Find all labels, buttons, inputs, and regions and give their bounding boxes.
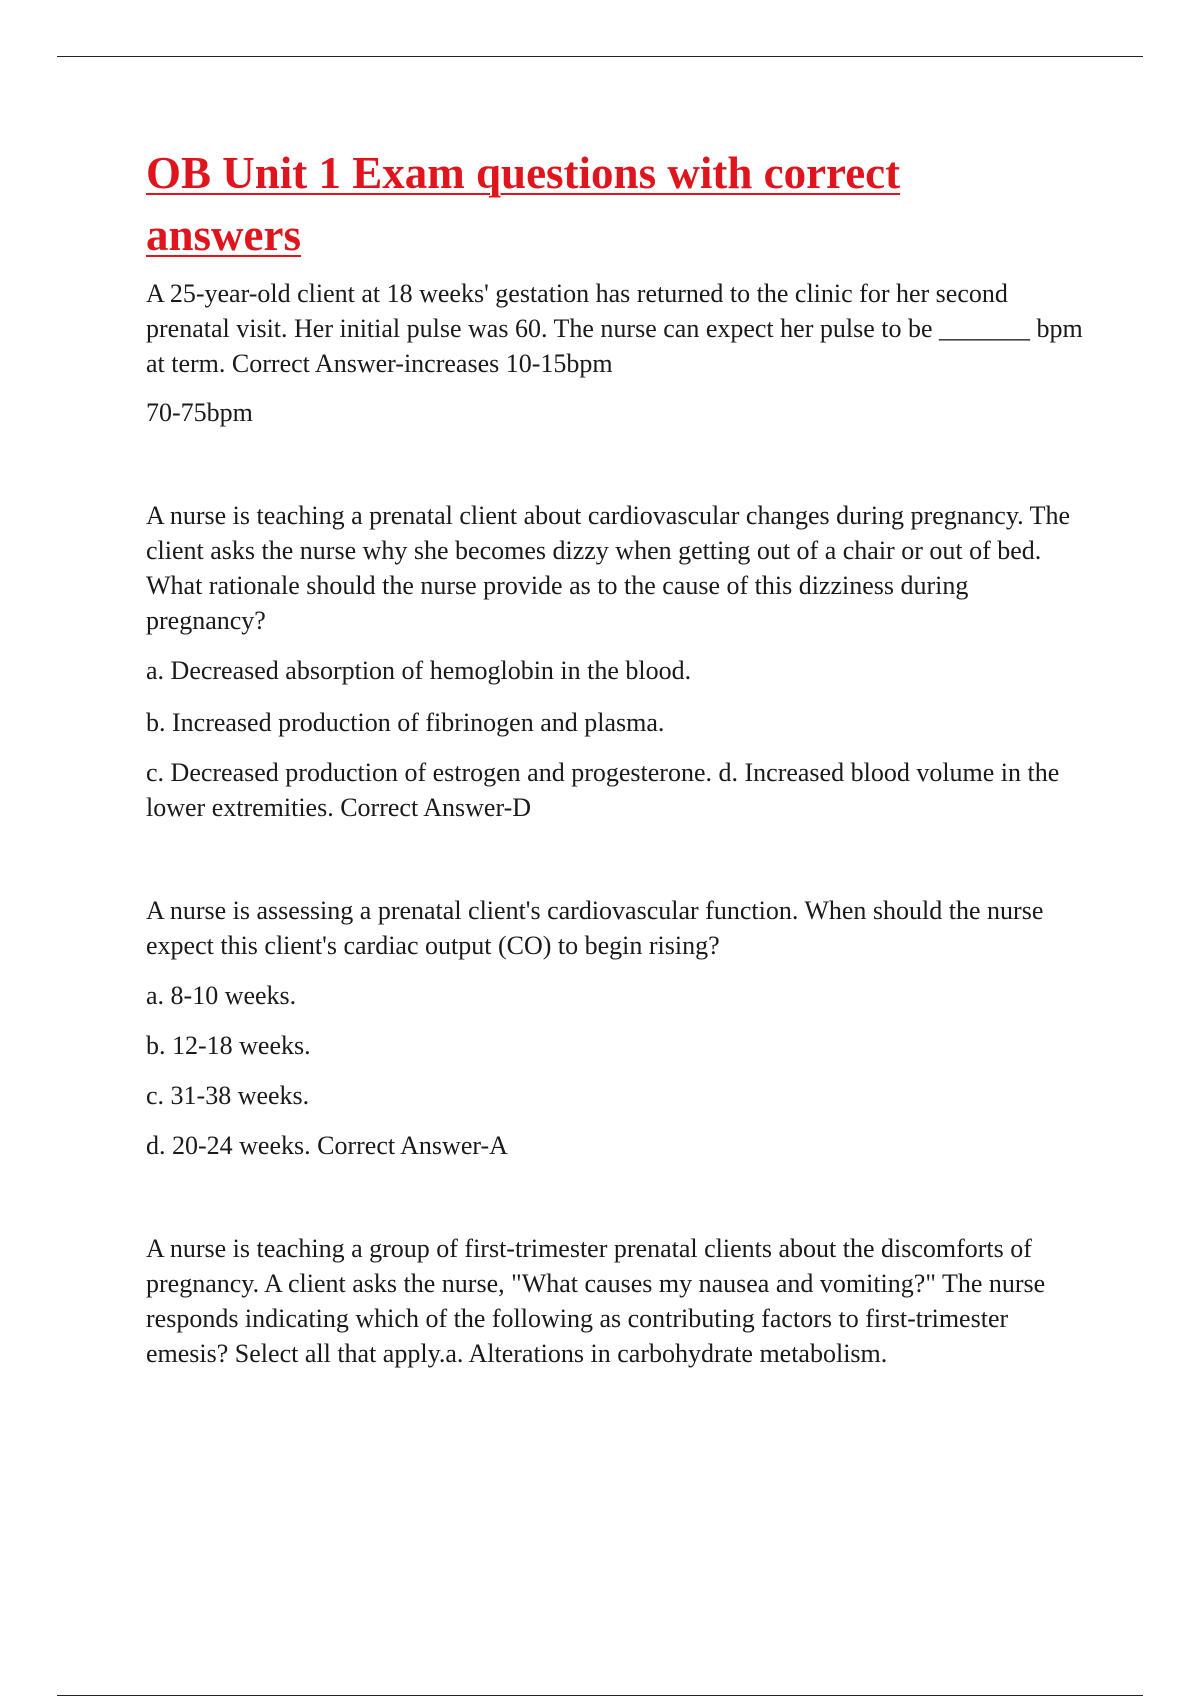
document-body	[146, 142, 1091, 1371]
question-1-stem: A 25-year-old client at 18 weeks' gestation has returned to the clinic for her second prenatal visit. Her initial pulse was 60. The nurse can expect her pulse to be _______ bpm at term. Correct Answer-increases 10-15bpm	[146, 279, 1083, 378]
question-3	[146, 893, 1091, 1163]
question-2-option-c: c. Decreased production of estrogen and progesterone. d. Increased blood volume in the lower extremities. Correct Answer-D	[146, 758, 1060, 822]
question-1-extra: 70-75bpm	[146, 398, 253, 427]
question-2-option-b: b. Increased production of fibrinogen and plasma.	[146, 708, 665, 737]
document-title: OB Unit 1 Exam questions with correct answers	[146, 148, 901, 260]
question-3-option-c: c. 31-38 weeks.	[146, 1081, 310, 1110]
question-2-stem: A nurse is teaching a prenatal client about cardiovascular changes during pregnancy. The client asks the nurse why she becomes dizzy when getting out of a chair or out of bed. What rationale should the nurse provide as to the cause of this dizziness during pregnancy?	[146, 501, 1071, 635]
question-3-option-a: a. 8-10 weeks.	[146, 981, 297, 1010]
question-1	[146, 276, 1091, 430]
question-4-stem: A nurse is teaching a group of first-trimester prenatal clients about the discomforts of pregnancy. A client asks the nurse, "What causes my nausea and vomiting?" The nurse responds indicating which of the following as contributing factors to first-trimester emesis? Select all that apply.a. Alterations in carbohydrate metabolism.	[146, 1234, 1046, 1368]
question-3-option-b: b. 12-18 weeks.	[146, 1031, 311, 1060]
header-rule	[57, 56, 1143, 57]
question-3-stem: A nurse is assessing a prenatal client's cardiovascular function. When should the nurse expect this client's cardiac output (CO) to begin rising?	[146, 896, 1044, 960]
question-2	[146, 498, 1091, 825]
question-2-option-a: a. Decreased absorption of hemoglobin in the blood.	[146, 656, 692, 685]
question-3-option-d: d. 20-24 weeks. Correct Answer-A	[146, 1131, 508, 1160]
footer-rule	[57, 1695, 1143, 1696]
question-4	[146, 1231, 1091, 1371]
